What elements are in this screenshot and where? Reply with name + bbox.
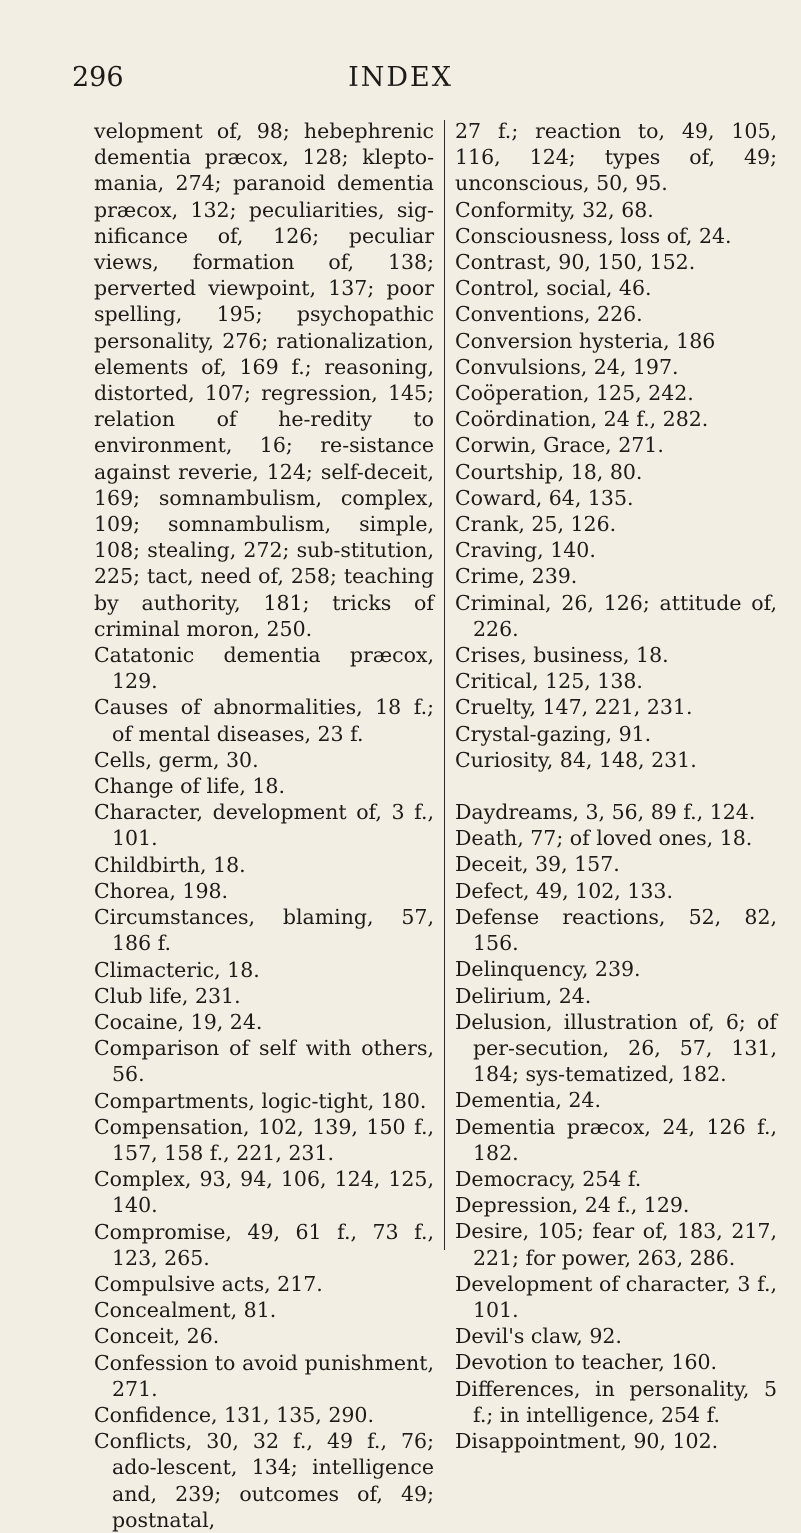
index-entry: velopment of, 98; hebephrenic dementia præcox, 128; klepto-mania, 274; paranoid dementia præcox, 132; peculiarities, sig-nificance of, 126; peculiar views, formation of, 138; perverted viewpoint, 137; poor spelling, 195; psychopathic personality, 276; rationalization, elements of, 169 f.; reasoning, distorted, 107; regression, 145; relation of he-redity to environment, 16; re-sistance against reverie, 124; self-deceit, 169; somnambulism, complex, 109; somnambulism, simple, 108; stealing, 272; sub-stitution, 225; tact, need of, 258; teaching by authority, 181; tricks of criminal moron, 250. (94, 119, 434, 641)
index-entry: Complex, 93, 94, 106, 124, 125, 140. (94, 1167, 434, 1218)
index-entry: Daydreams, 3, 56, 89 f., 124. (455, 800, 756, 825)
index-entry: Compromise, 49, 61 f., 73 f., 123, 265. (94, 1219, 434, 1270)
index-entry: Death, 77; of loved ones, 18. (455, 826, 753, 851)
index-entry: Conformity, 32, 68. (455, 197, 654, 222)
index-entry: Compensation, 102, 139, 150 f., 157, 158 f., 221, 231. (94, 1114, 434, 1165)
index-entry: Crank, 25, 126. (455, 512, 617, 537)
index-entry: Courtship, 18, 80. (455, 459, 643, 484)
index-entry: Compulsive acts, 217. (94, 1271, 323, 1296)
index-entry: Crime, 239. (455, 564, 578, 589)
page-number: 296 (72, 62, 124, 93)
index-entry: Democracy, 254 f. (455, 1166, 642, 1191)
index-entry: Delusion, illustration of, 6; of per-secution, 26, 57, 131, 184; sys-tematized, 182. (455, 1009, 777, 1087)
index-entry: Catatonic dementia præcox, 129. (94, 643, 434, 694)
index-entry: Consciousness, loss of, 24. (455, 223, 732, 248)
index-entry: Compartments, logic-tight, 180. (94, 1088, 427, 1113)
index-entry: Defense reactions, 52, 82, 156. (455, 904, 777, 956)
index-entry: 27 f.; reaction to, 49, 105, 116, 124; types of, 49; unconscious, 50, 95. (455, 119, 777, 196)
index-entry: Confidence, 131, 135, 290. (94, 1402, 374, 1427)
index-entry: Control, social, 46. (455, 276, 652, 301)
column-divider (444, 120, 445, 1250)
index-entry: Character, development of, 3 f., 101. (94, 800, 434, 851)
index-entry: Coward, 64, 135. (455, 485, 634, 510)
index-entry: Coöperation, 125, 242. (455, 381, 694, 406)
page-header (0, 62, 801, 102)
index-entry: Concealment, 81. (94, 1298, 277, 1323)
running-head: INDEX (348, 62, 453, 93)
index-entry: Development of character, 3 f., 101. (455, 1271, 777, 1322)
index-entry: Cocaine, 19, 24. (94, 1009, 263, 1034)
index-entry: Cells, germ, 30. (94, 747, 259, 772)
index-entry: Cruelty, 147, 221, 231. (455, 695, 693, 720)
index-entry: Defect, 49, 102, 133. (455, 878, 673, 903)
index-entry: Confession to avoid punishment, 271. (94, 1350, 434, 1401)
index-entry: Depression, 24 f., 129. (455, 1193, 690, 1218)
index-entry: Conventions, 226. (455, 302, 643, 327)
index-entry: Convulsions, 24, 197. (455, 354, 679, 379)
index-entry: Comparison of self with others, 56. (94, 1036, 434, 1087)
letter-group-gap (455, 773, 777, 799)
index-column-right (455, 118, 777, 1454)
index-entry: Club life, 231. (94, 983, 241, 1008)
index-entry: Deceit, 39, 157. (455, 852, 620, 877)
index-entry: Devotion to teacher, 160. (455, 1350, 718, 1375)
index-entry: Delirium, 24. (455, 983, 592, 1008)
index-entry: Critical, 125, 138. (455, 669, 643, 694)
index-entry: Differences, in personality, 5 f.; in intelligence, 254 f. (455, 1376, 777, 1427)
index-entry: Conflicts, 30, 32 f., 49 f., 76; ado-lescent, 134; intelligence and, 239; outcomes of, 49; postnatal, (94, 1429, 434, 1532)
index-entry: Curiosity, 84, 148, 231. (455, 747, 697, 772)
index-entry: Conceit, 26. (94, 1324, 220, 1349)
index-entry: Delinquency, 239. (455, 957, 641, 982)
index-entry: Coördination, 24 f., 282. (455, 407, 709, 432)
index-entry: Conversion hysteria, 186 (455, 328, 716, 353)
index-entry: Criminal, 26, 126; attitude of, 226. (455, 590, 777, 641)
index-entry: Corwin, Grace, 271. (455, 433, 664, 458)
index-entry: Causes of abnormalities, 18 f.; of mental diseases, 23 f. (94, 695, 434, 746)
index-entry: Circumstances, blaming, 57, 186 f. (94, 905, 434, 956)
index-entry: Contrast, 90, 150, 152. (455, 250, 696, 275)
index-entry: Dementia præcox, 24, 126 f., 182. (455, 1114, 777, 1165)
index-entry: Change of life, 18. (94, 774, 285, 799)
index-entry: Childbirth, 18. (94, 852, 246, 877)
index-entry: Climacteric, 18. (94, 957, 260, 982)
index-entry: Chorea, 198. (94, 878, 229, 903)
index-entry: Dementia, 24. (455, 1088, 601, 1113)
index-entry: Devil's claw, 92. (455, 1324, 622, 1349)
index-entry: Craving, 140. (455, 538, 596, 563)
index-entry: Crises, business, 18. (455, 643, 669, 668)
index-entry: Disappointment, 90, 102. (455, 1428, 719, 1453)
index-entry: Desire, 105; fear of, 183, 217, 221; for power, 263, 286. (455, 1219, 777, 1270)
index-column-left (94, 118, 434, 1533)
index-entry: Crystal-gazing, 91. (455, 721, 652, 746)
